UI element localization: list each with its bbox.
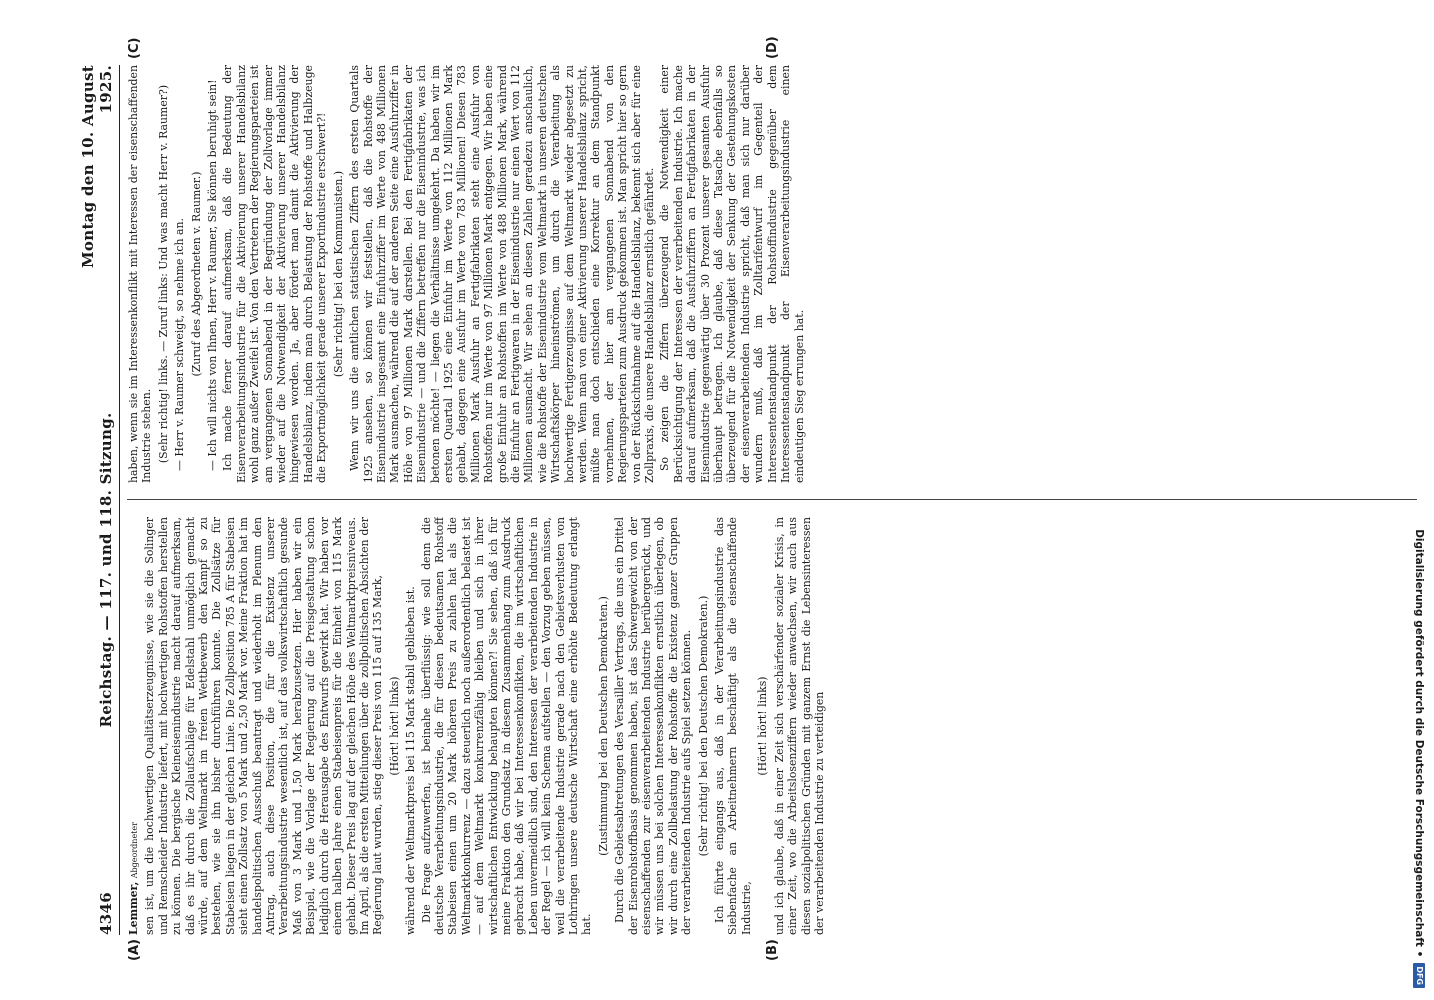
page-number: 4346 bbox=[97, 892, 115, 935]
interjection: (Sehr richtig! bei den Deutschen Demokraten.) bbox=[696, 595, 710, 857]
paragraph: Ich führte eingangs aus, daß in der Verarbeitungsindustrie das Siebenfache an Arbeitnehmern beschäftigt als die eisenschaffende Industrie, bbox=[713, 517, 753, 935]
header-rule bbox=[119, 65, 120, 935]
paragraph: Ich mache ferner darauf aufmerksam, daß die Bedeutung der Eisenverarbeitungsindustrie für die Aktivierung unserer Handelsbilanz wohl ganz außer Zweifel ist. Von den Vertretern der Regierungsparteien ist am vergangenen Sonnabend in der Begründung der Zollvorlage immer wieder auf die Notwendigkeit der Aktivierung unserer Handelsbilanz hingewiesen worden. Ja, aber fördert man damit die Aktivierung der Handelsbilanz, indem man durch Belastung der Rohstoffe und Halbzeuge die Exportmöglichkeit gerade unserer Exportindustrie erschwert?! bbox=[221, 65, 329, 483]
dfg-logo: DFG bbox=[1413, 963, 1425, 988]
interjection: (Zuruf des Abgeordneten v. Raumer.) bbox=[189, 171, 203, 377]
paragraph: während der Weltmarktpreis bei 115 Mark stabil geblieben ist. bbox=[404, 586, 418, 935]
margin-marker-d: (D) bbox=[765, 36, 780, 59]
interjection: (Hört! hört! links) bbox=[387, 676, 401, 776]
interjection: (Zustimmung bei den Deutschen Demokraten.) bbox=[596, 596, 610, 856]
paragraph: Die Frage aufzuwerfen, ist beinahe überflüssig: wie soll denn die deutsche Verarbeitungsindustrie, die für diesen bedeutsamen Rohstoff Stabeisen einen um 20 Mark höheren Preis zu zahlen hat als die Weltmarktkonkurrenz — dazu steuerlich noch außerordentlich belastet ist — auf dem Weltmarkt konkurrenzfähig bleiben und sich in ihrer wirtschaftlichen Entwicklung behaupten können?! Sie sehen, daß ich für meine Fraktion den Grundsatz in diesem Zusammenhang zum Ausdruck gebracht habe, daß wir bei Interessenkonflikten, die im wirtschaftlichen Leben unvermeidlich sind, den Interessen der verarbeitenden Industrie in der Regel — ich will kein Schema aufstellen — den Vorzug geben müssen, weil die verarbeitende Industrie gerade nach den Gebietsverlusten von Lothringen unsere deutsche Wirtschaft eine erhöhte Bedeutung erlangt hat. bbox=[419, 517, 594, 935]
interjection: (Sehr richtig! bei den Kommunisten.) bbox=[331, 170, 345, 378]
speaker-line bbox=[127, 517, 141, 935]
left-column bbox=[127, 517, 1417, 935]
credit-text: Digitalisierung gefördert durch die Deutsche Forschungsgemeinschaft • bbox=[1413, 529, 1425, 958]
header-title: Reichstag. — 117. und 118. Sitzung. bbox=[97, 412, 115, 728]
interjection: (Sehr richtig! links. — Zuruf links: Und was macht Herr v. Raumer?) bbox=[156, 84, 170, 464]
interjection: (Hört! hört! links) bbox=[756, 676, 770, 776]
scanned-page bbox=[79, 36, 1425, 961]
column-divider bbox=[127, 499, 1417, 500]
paragraph: haben, wenn sie im Interessenkonflikt mit Interessen der eisenschaffenden Industrie stehen. bbox=[127, 65, 154, 483]
paragraph: sen ist, um die hochwertigen Qualitätserzeugnisse, wie sie die Solinger und Remscheider Industrie liefert, mit hochwertigen Rohstoffen herstellen zu können. Die bergische Kleineisenindustrie macht darauf aufmerksam, daß es ihr durch die Zollaufschläge für Edelstahl unmöglich gemacht würde, auf dem Weltmarkt im freien Wettbewerb den Kampf so zu bestehen, wie sie ihn bisher durchführen konnte. Die Zollsätze für Stabeisen liegen in der gleichen Linie. Die Zollposition 785 A für Stabeisen sieht einen Zollsatz von 5 Mark und 2,50 Mark vor. Meine Fraktion hat im handelspolitischen Ausschuß beantragt und wiederholt im Plenum den Antrag, auch diese Position, die für die Existenz unserer Verarbeitungsindustrie wesentlich ist, auf das volkswirtschaftlich gesunde Maß von 3 Mark und 1,50 Mark herabzusetzen. Hier haben wir ein Beispiel, wie die Vorlage der Regierung auf die Preisgestaltung schon lediglich durch die Herausgabe des Entwurfs gewirkt hat. Wir haben vor einem halben Jahre einen Stabeisenpreis für die Einheit von 115 Mark gehabt. Dieser Preis lag auf der gleichen Höhe des Weltmarktpreisniveaus. Im April, als die ersten Mitteilungen über die zollpolitischen Absichten der Regierung laut wurden, stieg dieser Preis von 115 auf 135 Mark, bbox=[143, 517, 385, 935]
paragraph: Durch die Gebietsabtretungen des Versailler Vertrags, die uns ein Drittel der Eisenrohstoffbasis genommen haben, ist das Schwergewicht von der eisenschaffenden zur eisenverarbeitenden Industrie herübergerückt, und wir müssen uns bei solchen Interessenkonflikten ernstlich überlegen, ob wir durch eine Zollbelastung der Rohstoffe die Existenz ganzer Gruppen der verarbeitenden Industrie aufs Spiel setzen können. bbox=[613, 517, 694, 935]
speaker-role: Abgeordneter bbox=[130, 822, 139, 879]
digitization-credit bbox=[1408, 8, 1430, 988]
paragraph: — Ich will nichts von Ihnen, Herr v. Raumer, Sie können beruhigt sein! bbox=[206, 79, 220, 471]
paragraph: und ich glaube, daß in einer Zeit sich verschärfender sozialer Krisis, in einer Zeit, wo die Arbeitslosenziffern wieder anwachsen, wir auch aus diesen sozialpolitischen Gründen mit ganzem Ernst die Lebensinteressen der verarbeitenden Industrie zu verteidigen bbox=[772, 517, 826, 935]
margin-marker-a: (A) bbox=[127, 939, 142, 961]
paragraph: So zeigen die Ziffern überzeugend die Notwendigkeit einer Berücksichtigung der Interessen der verarbeitenden Industrie. Ich mache darauf aufmerksam, daß die Ausfuhrziffern an Fertigfabrikaten in der Eisenindustrie gegenwärtig über 30 Prozent unserer gesamten Ausfuhr überhaupt betragen. Ich glaube, daß diese Tatsache ebenfalls so überzeugend für die Notwendigkeit der Senkung der Gestehungskosten der eisenverarbeitenden Industrie spricht, daß man sich nur darüber wundern muß, daß im Zolltarifentwurf im Gegenteil der Interessentenstandpunkt der Rohstoffindustrie gegenüber dem Interessentenstandpunkt der Eisenverarbeitungsindustrie einen eindeutigen Sieg errungen hat. bbox=[658, 65, 806, 483]
paragraph: Wenn wir uns die amtlichen statistischen Ziffern des ersten Quartals 1925 ansehen, so können wir feststellen, daß die Rohstoffe der Eisenindustrie insgesamt eine Einfuhrziffer im Werte von 488 Millionen Mark ausmachen, während die auf der anderen Seite eine Ausfuhrziffer in Höhe von 97 Millionen Mark darstellen. Bei den Fertigfabrikaten der Eisenindustrie — und die Ziffern betreffen nur die Eisenindustrie, was ich betonen möchte! — liegen die Verhältnisse umgekehrt. Da haben wir im ersten Quartal 1925 eine Einfuhr im Werte von 112 Millionen Mark gehabt, dagegen eine Ausfuhr im Werte von 783 Millionen! Diesen 783 Millionen Mark Ausfuhr an Fertigfabrikaten steht eine Ausfuhr von Rohstoffen nur im Werte von 97 Millionen Mark entgegen. Wir haben eine große Einfuhr an Rohstoffen im Werte von 488 Millionen Mark, während die Einfuhr an Fertigwaren in der Eisenindustrie nur einen Wert von 112 Millionen ausmacht. Wir sehen an diesen Zahlen geradezu anschaulich, wie die Rohstoffe der Eisenindustrie vom Weltmarkt in unseren deutschen Wirtschaftskörper hineinströmen, um durch die Verarbeitung als hochwertige Fertigerzeugnisse auf dem Weltmarkt wieder abgesetzt zu werden. Wenn man von einer Aktivierung unserer Handelsbilanz spricht, müßte man doch entschieden eine Korrektur an dem Standpunkt vornehmen, der hier am vergangenen Sonnabend von den Regierungsparteien zum Ausdruck gekommen ist. Man spricht hier so gern von der Rücksichtnahme auf die Handelsbilanz, bekennt sich aber für eine Zollpraxis, die unsere Handelsbilanz ernstlich gefährdet. bbox=[348, 65, 657, 483]
right-column bbox=[127, 65, 1417, 483]
header-date: Montag den 10. August 1925. bbox=[79, 65, 115, 268]
running-header bbox=[79, 65, 115, 935]
margin-marker-c: (C) bbox=[127, 37, 142, 59]
speaker-name: Lemmer, bbox=[127, 881, 140, 935]
paragraph: — Herr v. Raumer schweigt, so nehme ich an. bbox=[173, 218, 187, 471]
margin-marker-b: (B) bbox=[765, 939, 780, 961]
